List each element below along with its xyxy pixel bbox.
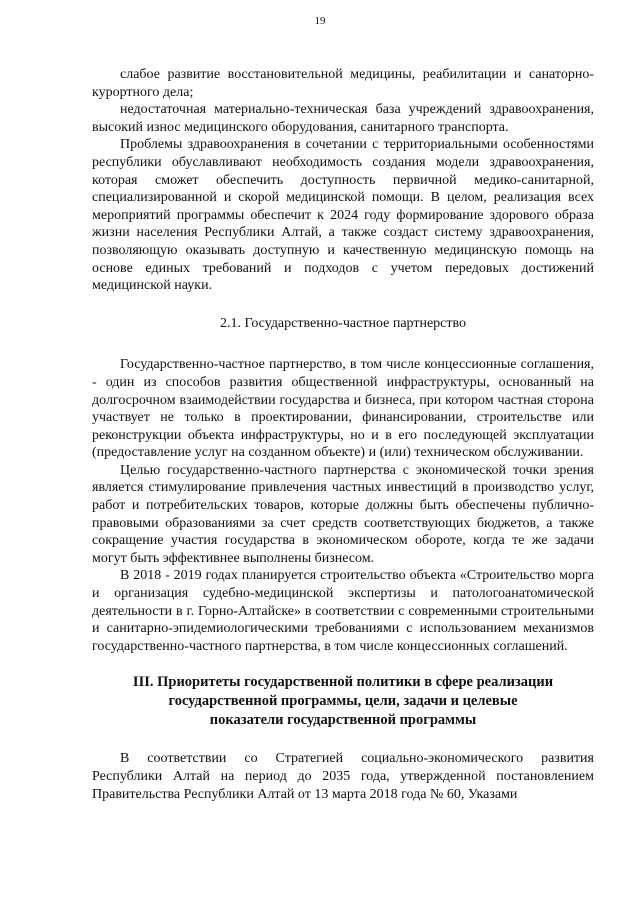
paragraph: Государственно-частное партнерство, в том числе концессионные соглашения, - один из способов развития общественной инфраструктуры, основанный на долгосрочном взаимодействии государства и бизнеса, при котором частная сторона участвует не только в проектировании, финансировании, строительстве или реконструкции объекта инфраструктуры, но и в его последующей эксплуатации (предоставление услуг на созданном объекте) и (или) техническом обслуживании. xyxy=(92,357,594,461)
section-heading-line: показатели государственной программы xyxy=(209,712,477,729)
page-number: 19 xyxy=(314,15,326,27)
subsection-title: 2.1. Государственно-частное партнерство xyxy=(219,315,467,331)
document-body xyxy=(92,66,594,803)
paragraph: В 2018 - 2019 годах планируется строительство объекта «Строительство морга и организация судебно-медицинской экспертизы и патологоанатомической деятельности в г. Горно-Алтайске» в соответствии с современными строительными и санитарно-эпидемиологическими требованиями с использованием механизмов государственно-частного партнерства, в том числе концессионных соглашений. xyxy=(92,568,594,654)
paragraph: слабое развитие восстановительной медицины, реабилитации и санаторно-курортного дела; xyxy=(92,67,594,100)
paragraph: Проблемы здравоохранения в сочетании с территориальными особенностями республики обуславливают необходимость создания модели здравоохранения, которая сможет обеспечить доступность первичной медико-санитарной, специализированной и скорой медицинской помощи. В целом, реализация всех мероприятий программы обеспечит к 2024 году формирование здорового образа жизни населения Республики Алтай, а также создаст систему здравоохранения, позволяющую оказывать доступную и качественную медицинскую помощь на основе единых требований и подходов с учетом передовых достижений медицинской науки. xyxy=(92,137,594,294)
section-heading xyxy=(92,673,594,730)
section-heading-line: III. Приоритеты государственной политики в сфере реализации xyxy=(132,674,554,691)
paragraph: недостаточная материально-техническая база учреждений здравоохранения, высокий износ медицинского оборудования, санитарного транспорта. xyxy=(92,102,594,135)
paragraph: Целью государственно-частного партнерства с экономической точки зрения является стимулирование привлечения частных инвестиций в производство услуг, работ и потребительских товаров, которые должны быть обеспечены публично-правовыми образованиями за счет средств соответствующих бюджетов, а также сокращение участия государства в экономическом обороте, когда те же задачи могут быть эффективнее выполнены бизнесом. xyxy=(92,462,594,566)
section-heading-line: государственной программы, цели, задачи и целевые xyxy=(168,693,518,710)
paragraph: В соответствии со Стратегией социально-экономического развития Республики Алтай на период до 2035 года, утвержденной постановлением Правительства Республики Алтай от 13 марта 2018 года № 60, Указами xyxy=(92,751,594,802)
